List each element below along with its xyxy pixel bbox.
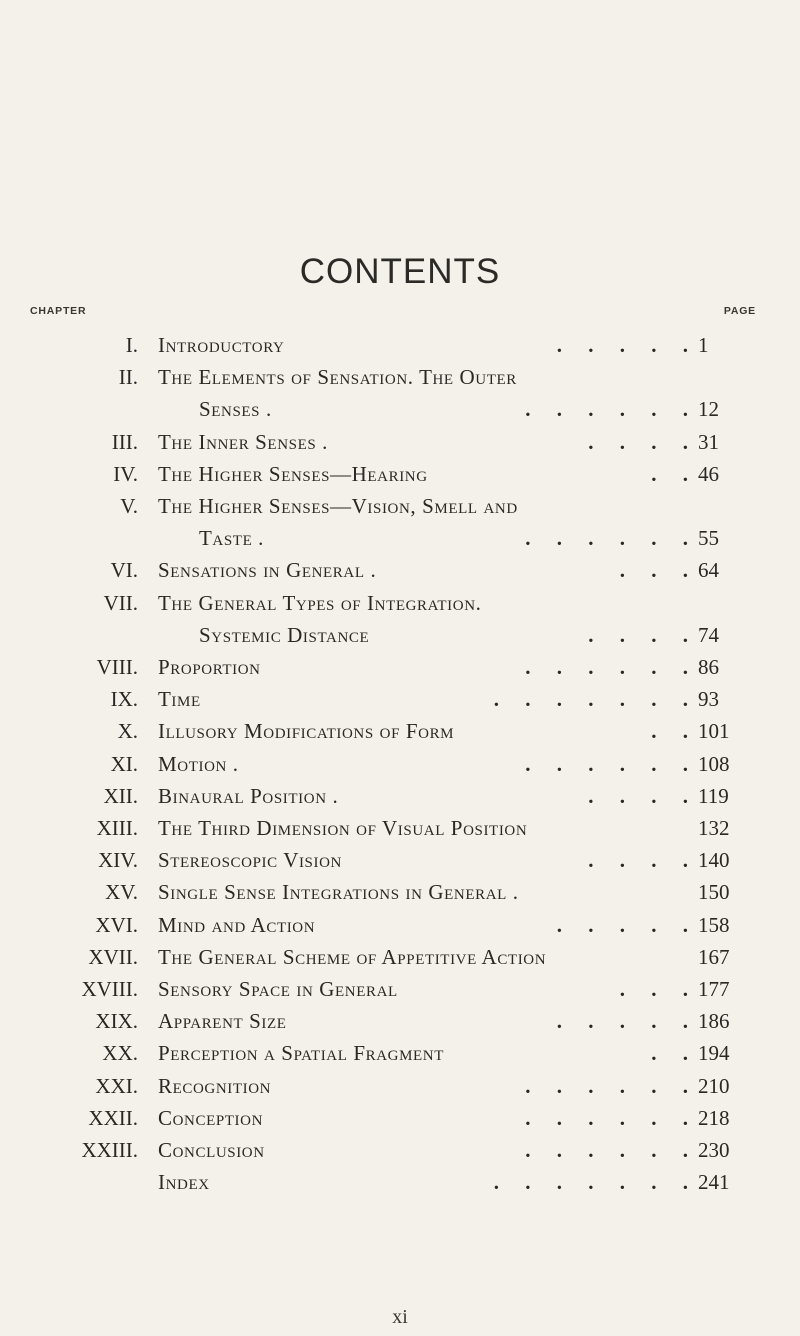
leader-dots: . . . . xyxy=(588,784,688,808)
page-number: 64 xyxy=(698,558,719,582)
leader-dots: . . . . . . xyxy=(525,1106,688,1130)
leader-dots: . . . xyxy=(619,558,688,582)
page-number: 158 xyxy=(698,913,730,937)
page-number: 186 xyxy=(698,1009,730,1033)
page-number: 74 xyxy=(698,623,719,647)
page-number: 194 xyxy=(698,1041,730,1065)
chapter-title: Taste . xyxy=(199,526,265,550)
chapter-title: The Higher Senses—Hearing xyxy=(158,462,428,486)
chapter-title: Conclusion xyxy=(158,1138,265,1162)
toc-line xyxy=(0,1071,800,1101)
toc-line xyxy=(0,588,800,618)
leader-dots: . . . . . . xyxy=(525,526,688,550)
page-column-header: PAGE xyxy=(723,305,756,317)
chapter-number: IX. xyxy=(110,687,138,711)
chapter-number: XVIII. xyxy=(81,977,138,1001)
leader-dots: . . . xyxy=(619,977,688,1001)
chapter-number: XVII. xyxy=(88,945,138,969)
chapter-title: The Elements of Sensation. The Outer xyxy=(158,365,517,389)
chapter-title: Senses . xyxy=(199,397,272,421)
chapter-title: Binaural Position . xyxy=(158,784,339,808)
page-number: 119 xyxy=(698,784,729,808)
page-number: 218 xyxy=(698,1106,730,1130)
chapter-title: The Third Dimension of Visual Position xyxy=(158,816,528,840)
toc-line xyxy=(0,781,800,811)
leader-dots: . . xyxy=(651,719,688,743)
chapter-number: XI. xyxy=(110,752,138,776)
toc-line xyxy=(0,845,800,875)
chapter-title: Perception a Spatial Fragment xyxy=(158,1041,444,1065)
page-number: 31 xyxy=(698,430,719,454)
chapter-column-header: CHAPTER xyxy=(30,305,87,317)
page-number: 108 xyxy=(698,752,730,776)
chapter-title: Mind and Action xyxy=(158,913,316,937)
chapter-title: The Higher Senses—Vision, Smell and xyxy=(158,494,518,518)
page-number: 132 xyxy=(698,816,730,840)
chapter-number: XXII. xyxy=(88,1106,138,1130)
page-number: 241 xyxy=(698,1170,730,1194)
chapter-number: II. xyxy=(118,365,138,389)
leader-dots: . . . . . xyxy=(556,1009,688,1033)
toc-line xyxy=(0,330,800,360)
toc-line xyxy=(0,974,800,1004)
page-number: 93 xyxy=(698,687,719,711)
toc-line xyxy=(0,877,800,907)
chapter-title: Index xyxy=(158,1170,210,1194)
leader-dots: . . xyxy=(651,1041,688,1065)
page-number: 140 xyxy=(698,848,730,872)
toc-line xyxy=(0,394,800,424)
chapter-number: IV. xyxy=(113,462,138,486)
leader-dots: . . . . . xyxy=(556,913,688,937)
chapter-number: XIV. xyxy=(98,848,138,872)
chapter-number: V. xyxy=(120,494,138,518)
toc-line xyxy=(0,555,800,585)
leader-dots: . . . . . . xyxy=(525,655,688,679)
leader-dots: . . . . xyxy=(588,430,688,454)
chapter-title: Introductory xyxy=(158,333,285,357)
chapter-title: Recognition xyxy=(158,1074,272,1098)
chapter-number: XXI. xyxy=(95,1074,138,1098)
chapter-number: VI. xyxy=(110,558,138,582)
toc-line xyxy=(0,1038,800,1068)
chapter-title: The Inner Senses . xyxy=(158,430,328,454)
toc-line xyxy=(0,459,800,489)
leader-dots: . . . . . . . xyxy=(493,687,688,711)
chapter-number: I. xyxy=(125,333,138,357)
page-title: CONTENTS xyxy=(299,252,501,291)
toc-line xyxy=(0,620,800,650)
page-number: 46 xyxy=(698,462,719,486)
chapter-number: VIII. xyxy=(96,655,138,679)
page-number: 150 xyxy=(698,880,730,904)
chapter-title: Time xyxy=(158,687,201,711)
chapter-title: Sensory Space in General xyxy=(158,977,398,1001)
page-number: 230 xyxy=(698,1138,730,1162)
toc-line xyxy=(0,1167,800,1197)
page-number-footer: xi xyxy=(392,1306,408,1328)
leader-dots: . . . . . . xyxy=(525,752,688,776)
chapter-number: XII. xyxy=(103,784,138,808)
page-number: 12 xyxy=(698,397,719,421)
page-number: 210 xyxy=(698,1074,730,1098)
page-number: 55 xyxy=(698,526,719,550)
chapter-number: XXIII. xyxy=(81,1138,138,1162)
chapter-number: XIX. xyxy=(95,1009,138,1033)
toc-line xyxy=(0,652,800,682)
leader-dots: . . xyxy=(651,462,688,486)
leader-dots: . . . . . . xyxy=(525,1074,688,1098)
toc-line xyxy=(0,684,800,714)
leader-dots: . . . . . . xyxy=(525,1138,688,1162)
chapter-title: Systemic Distance xyxy=(199,623,370,647)
leader-dots: . . . . . . xyxy=(525,397,688,421)
chapter-number: VII. xyxy=(103,591,138,615)
toc-line xyxy=(0,1006,800,1036)
chapter-title: Stereoscopic Vision xyxy=(158,848,342,872)
chapter-title: Illusory Modifications of Form xyxy=(158,719,455,743)
chapter-title: The General Types of Integration. xyxy=(158,591,482,615)
toc-line xyxy=(0,1103,800,1133)
chapter-title: Conception xyxy=(158,1106,264,1130)
leader-dots: . . . . xyxy=(588,623,688,647)
toc-line xyxy=(0,523,800,553)
leader-dots: . . . . . xyxy=(556,333,688,357)
chapter-title: The General Scheme of Appetitive Action xyxy=(158,945,547,969)
chapter-title: Motion . xyxy=(158,752,239,776)
chapter-title: Proportion xyxy=(158,655,261,679)
toc-line xyxy=(0,362,800,392)
toc-line xyxy=(0,716,800,746)
leader-dots: . . . . xyxy=(588,848,688,872)
chapter-title: Apparent Size xyxy=(158,1009,287,1033)
toc-line xyxy=(0,813,800,843)
page-number: 101 xyxy=(698,719,730,743)
chapter-number: XVI. xyxy=(95,913,138,937)
chapter-number: XIII. xyxy=(96,816,138,840)
toc-line xyxy=(0,1135,800,1165)
leader-dots: . . . . . . . xyxy=(493,1170,688,1194)
page-number: 1 xyxy=(698,333,709,357)
toc-line xyxy=(0,942,800,972)
chapter-title: Sensations in General . xyxy=(158,558,377,582)
chapter-number: XV. xyxy=(105,880,138,904)
chapter-number: X. xyxy=(117,719,138,743)
page-number: 177 xyxy=(698,977,730,1001)
toc-line xyxy=(0,427,800,457)
toc-line xyxy=(0,749,800,779)
toc-line xyxy=(0,910,800,940)
toc-line xyxy=(0,491,800,521)
chapter-title: Single Sense Integrations in General . xyxy=(158,880,519,904)
page-number: 86 xyxy=(698,655,719,679)
chapter-number: XX. xyxy=(102,1041,138,1065)
chapter-number: III. xyxy=(111,430,138,454)
page-number: 167 xyxy=(698,945,730,969)
